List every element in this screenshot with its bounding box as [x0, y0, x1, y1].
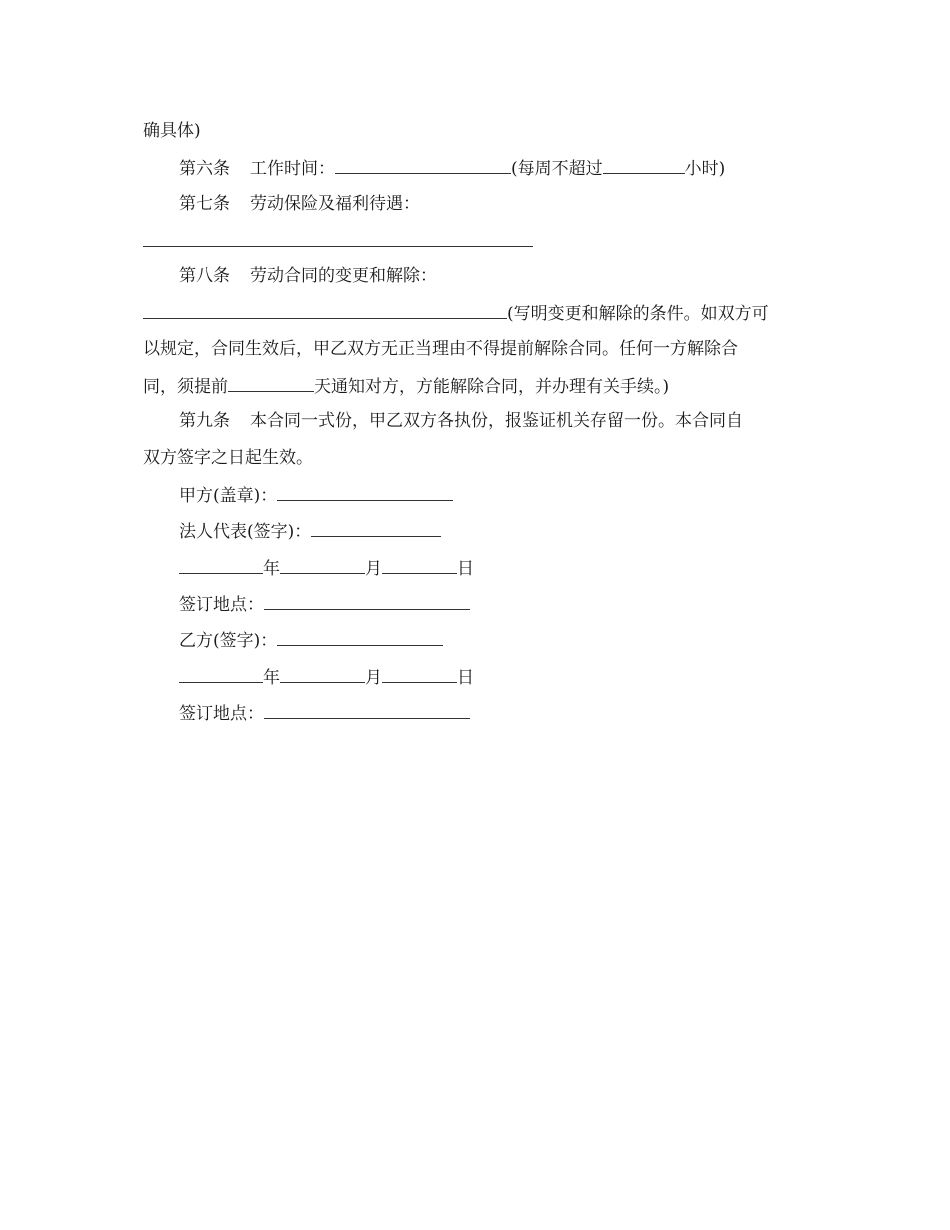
day-label: 日: [457, 559, 474, 579]
party-b-signature-blank[interactable]: [277, 627, 443, 646]
article-7: [179, 192, 420, 216]
article-6-number: 第六条: [179, 159, 230, 179]
article-8-line-3-head: 同，须提前: [143, 377, 228, 397]
party-b-label: 乙方(签字)：: [179, 631, 278, 651]
year-label: 年: [263, 559, 280, 579]
party-b-day-blank[interactable]: [382, 664, 457, 683]
party-a-row: [179, 482, 453, 506]
party-a-date-row: [179, 555, 474, 579]
article-8-line-3-tail: 天通知对方，方能解除合同，并办理有关手续。): [314, 377, 670, 397]
party-b-row: [179, 627, 443, 651]
party-a-month-blank[interactable]: [280, 555, 365, 574]
party-a-day-blank[interactable]: [382, 555, 457, 574]
article-8: [179, 264, 437, 288]
work-hours-blank[interactable]: [335, 155, 511, 174]
article-8-line-1-tail: (写明变更和解除的条件。如双方可: [507, 304, 769, 324]
notice-days-blank[interactable]: [228, 373, 314, 392]
insurance-welfare-blank[interactable]: [143, 228, 533, 247]
party-a-place-blank[interactable]: [264, 591, 470, 610]
article-7-number: 第七条: [179, 194, 230, 214]
article-8-line-2: 以规定，合同生效后，甲乙双方无正当理由不得提前解除合同。任何一方解除合: [143, 339, 738, 359]
party-b-place-blank[interactable]: [264, 700, 470, 719]
weekly-hours-blank[interactable]: [603, 155, 685, 174]
article-9-line-2: 双方签字之日起生效。: [143, 448, 313, 468]
party-b-year-blank[interactable]: [179, 664, 263, 683]
year-label: 年: [263, 668, 280, 688]
article-9-line-1: 本合同一式份，甲乙双方各执份，报鉴证机关存留一份。本合同自: [250, 411, 743, 431]
article-6-note-open: (每周不超过: [511, 159, 603, 179]
place-label: 签订地点：: [179, 595, 264, 615]
party-b-month-blank[interactable]: [280, 664, 365, 683]
day-label: 日: [457, 668, 474, 688]
change-termination-blank[interactable]: [143, 300, 507, 319]
month-label: 月: [365, 559, 382, 579]
article-8-number: 第八条: [179, 266, 230, 286]
party-a-year-blank[interactable]: [179, 555, 263, 574]
party-a-place-row: [179, 591, 470, 615]
month-label: 月: [365, 668, 382, 688]
article-6: [179, 155, 725, 179]
party-a-label: 甲方(盖章)：: [179, 486, 278, 506]
party-b-place-row: [179, 700, 470, 724]
article-8-line-3: [143, 373, 669, 397]
article-6-note-close: 小时): [684, 159, 726, 179]
article-9: [179, 409, 743, 433]
legal-rep-row: [179, 518, 441, 542]
article-9-number: 第九条: [179, 411, 230, 431]
party-a-seal-blank[interactable]: [277, 482, 453, 501]
legal-rep-label: 法人代表(签字)：: [179, 522, 312, 542]
legal-rep-signature-blank[interactable]: [311, 518, 441, 537]
place-label: 签订地点：: [179, 704, 264, 724]
article-7-label: 劳动保险及福利待遇：: [250, 194, 420, 214]
article-8-label: 劳动合同的变更和解除：: [250, 266, 437, 286]
article-8-line-1: [143, 300, 769, 324]
continuation-text: 确具体): [143, 121, 201, 141]
party-b-date-row: [179, 664, 474, 688]
article-6-label: 工作时间：: [250, 159, 335, 179]
